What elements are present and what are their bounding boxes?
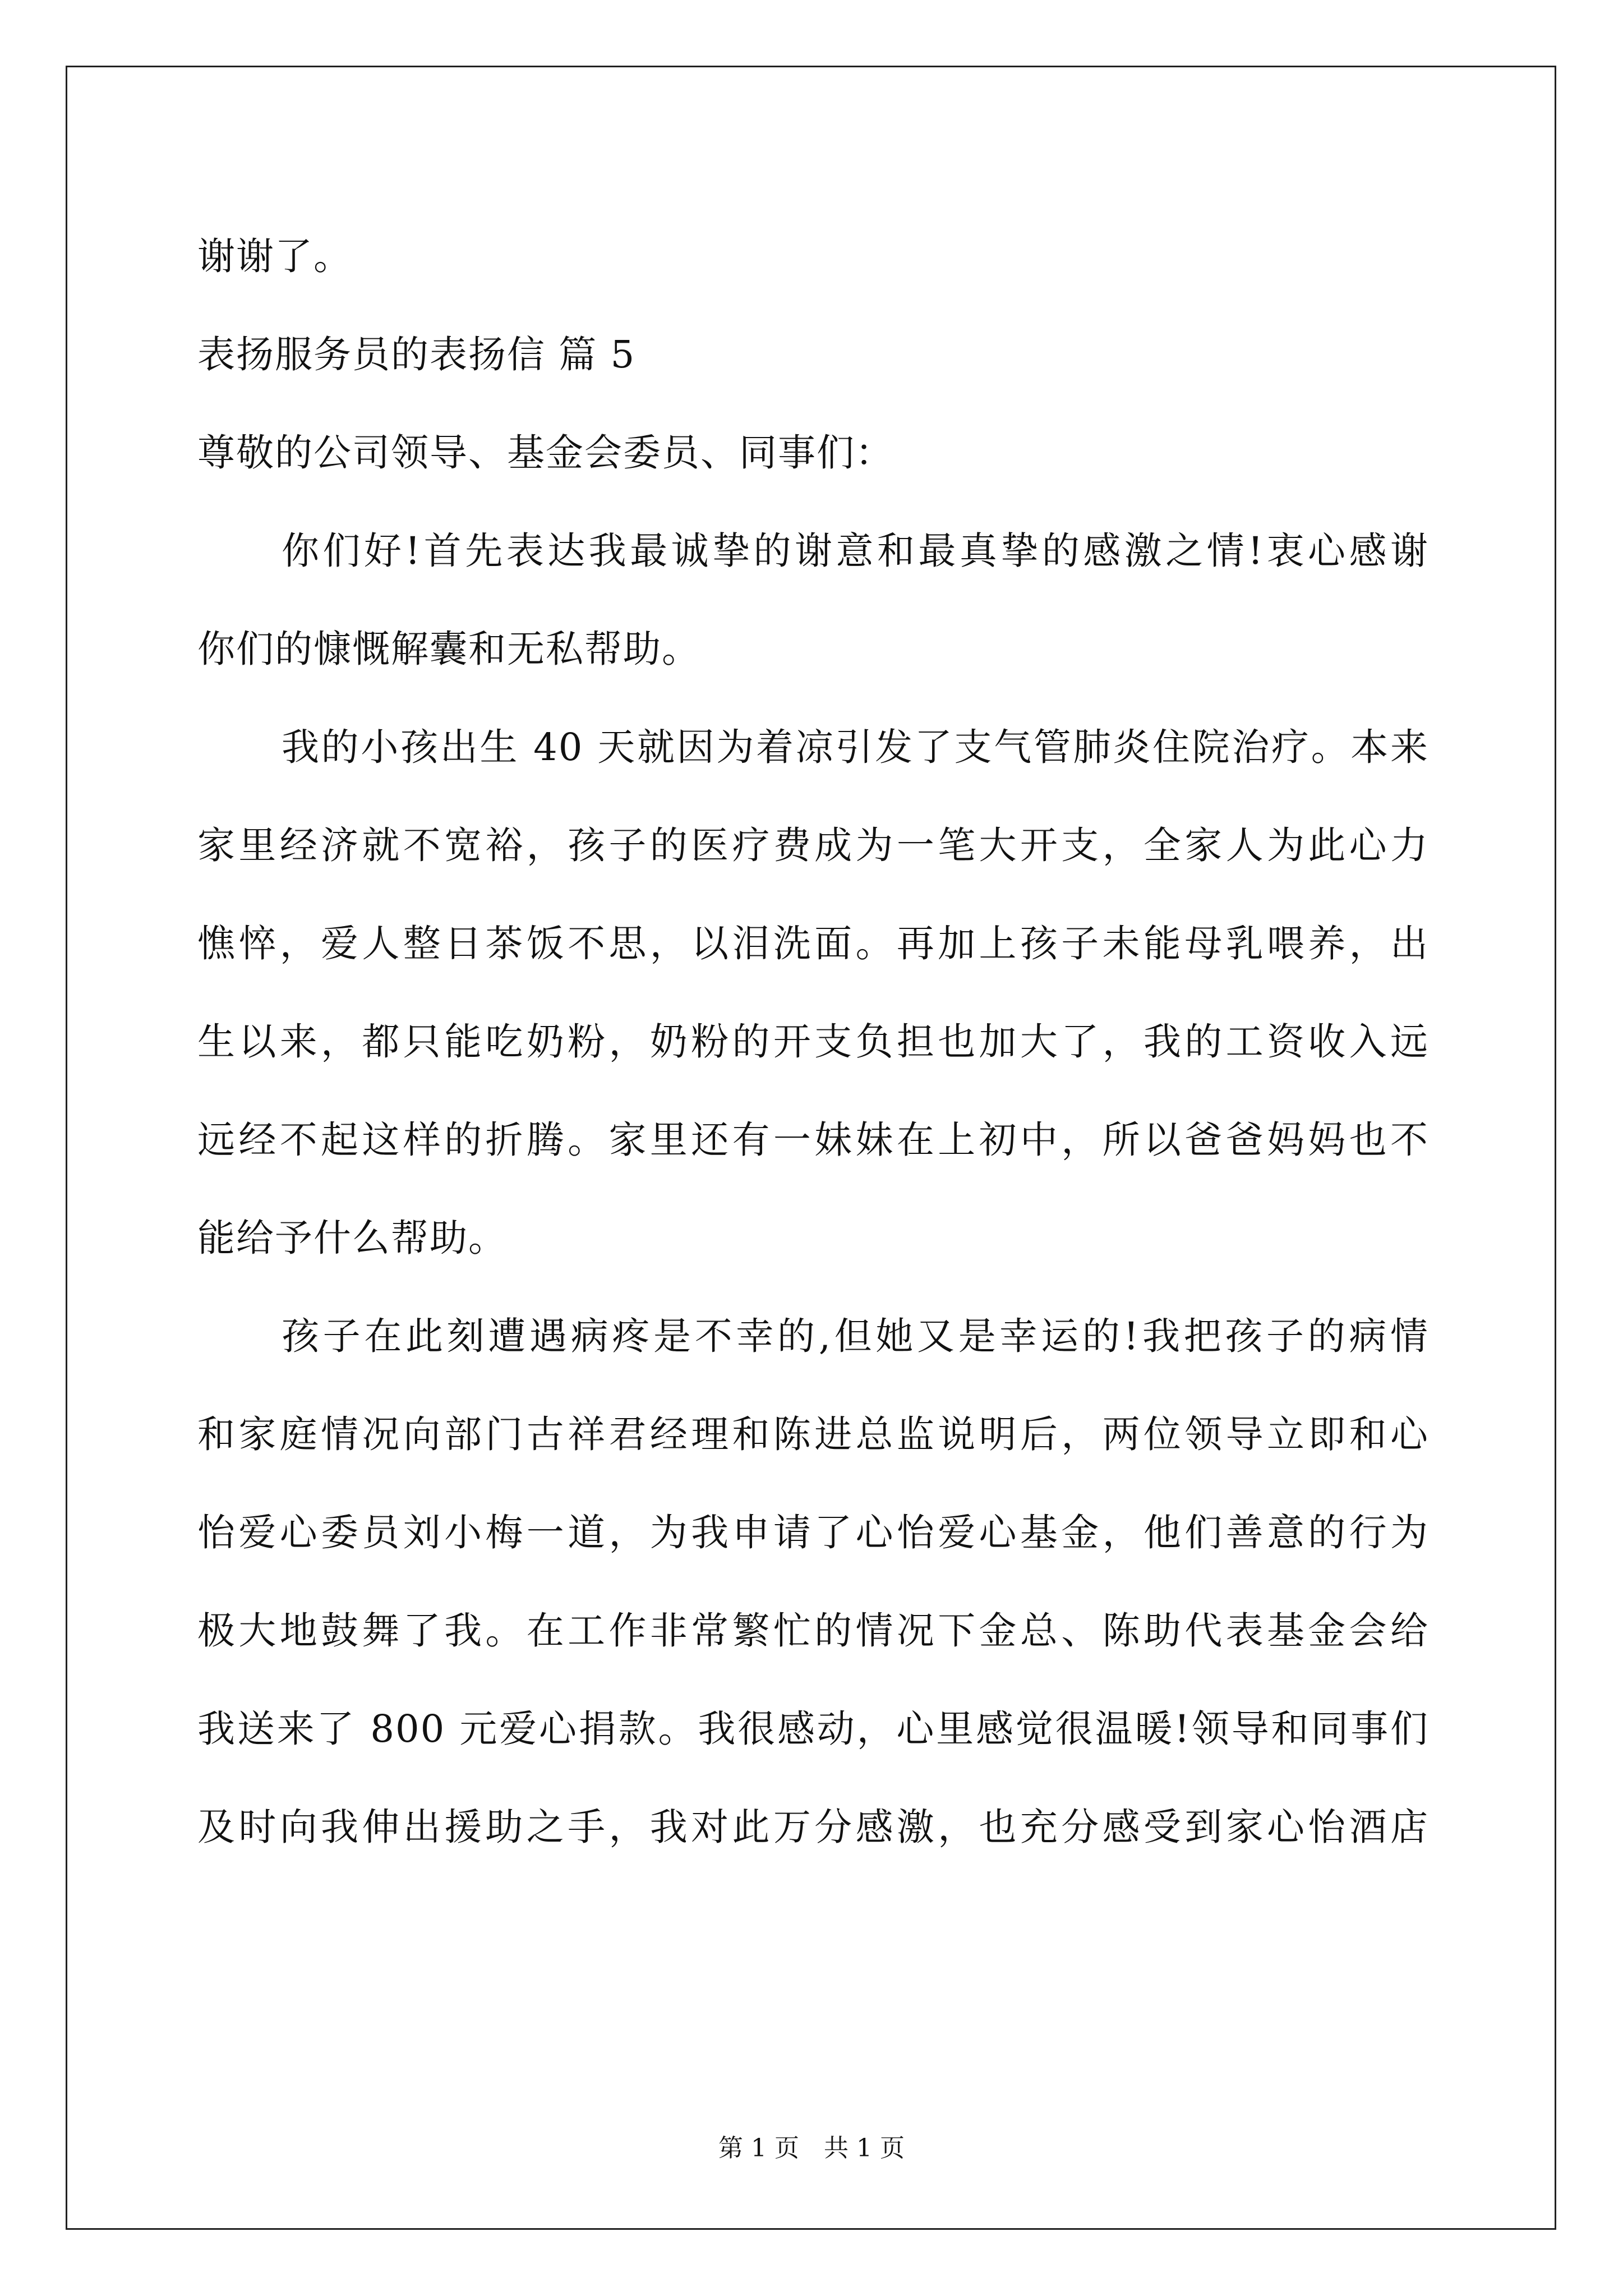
text-line: 怡爱心委员刘小梅一道，为我申请了心怡爱心基金，他们善意的行为 bbox=[197, 1511, 1429, 1554]
text-line: 家里经济就不宽裕，孩子的医疗费成为一笔大开支，全家人为此心力 bbox=[197, 823, 1429, 867]
text-line: 极大地鼓舞了我。在工作非常繁忙的情况下金总、陈助代表基金会给 bbox=[197, 1609, 1429, 1653]
text-line: 远经不起这样的折腾。家里还有一妹妹在上初中，所以爸爸妈妈也不 bbox=[197, 1118, 1429, 1162]
text-line: 及时向我伸出援助之手，我对此万分感激，也充分感受到家心怡酒店 bbox=[197, 1805, 1429, 1849]
text-line: 孩子在此刻遭遇病疼是不幸的,但她又是幸运的!我把孩子的病情 bbox=[282, 1314, 1429, 1358]
text-line: 生以来，都只能吃奶粉，奶粉的开支负担也加大了，我的工资收入远 bbox=[197, 1020, 1429, 1064]
page-number: 第 1 页 共 1 页 bbox=[718, 2134, 905, 2162]
text-line: 你们好!首先表达我最诚挚的谢意和最真挚的感激之情!衷心感谢 bbox=[282, 529, 1429, 573]
text-line: 我送来了 800 元爱心捐款。我很感动，心里感觉很温暖!领导和同事们 bbox=[197, 1707, 1429, 1751]
text-line: 能给予什么帮助。 bbox=[197, 1216, 507, 1260]
document-body bbox=[197, 208, 1429, 1876]
salutation: 尊敬的公司领导、基金会委员、同事们： bbox=[197, 431, 894, 475]
section-heading: 表扬服务员的表扬信 篇 5 bbox=[197, 333, 636, 376]
text-line: 和家庭情况向部门古祥君经理和陈进总监说明后，两位领导立即和心 bbox=[197, 1412, 1429, 1456]
text-line: 谢谢了。 bbox=[197, 234, 352, 278]
text-line: 你们的慷慨解囊和无私帮助。 bbox=[197, 627, 700, 671]
text-line: 我的小孩出生 40 天就因为着凉引发了支气管肺炎住院治疗。本来 bbox=[282, 725, 1429, 769]
text-line: 憔悴，爱人整日茶饭不思，以泪洗面。再加上孩子未能母乳喂养，出 bbox=[197, 922, 1429, 965]
